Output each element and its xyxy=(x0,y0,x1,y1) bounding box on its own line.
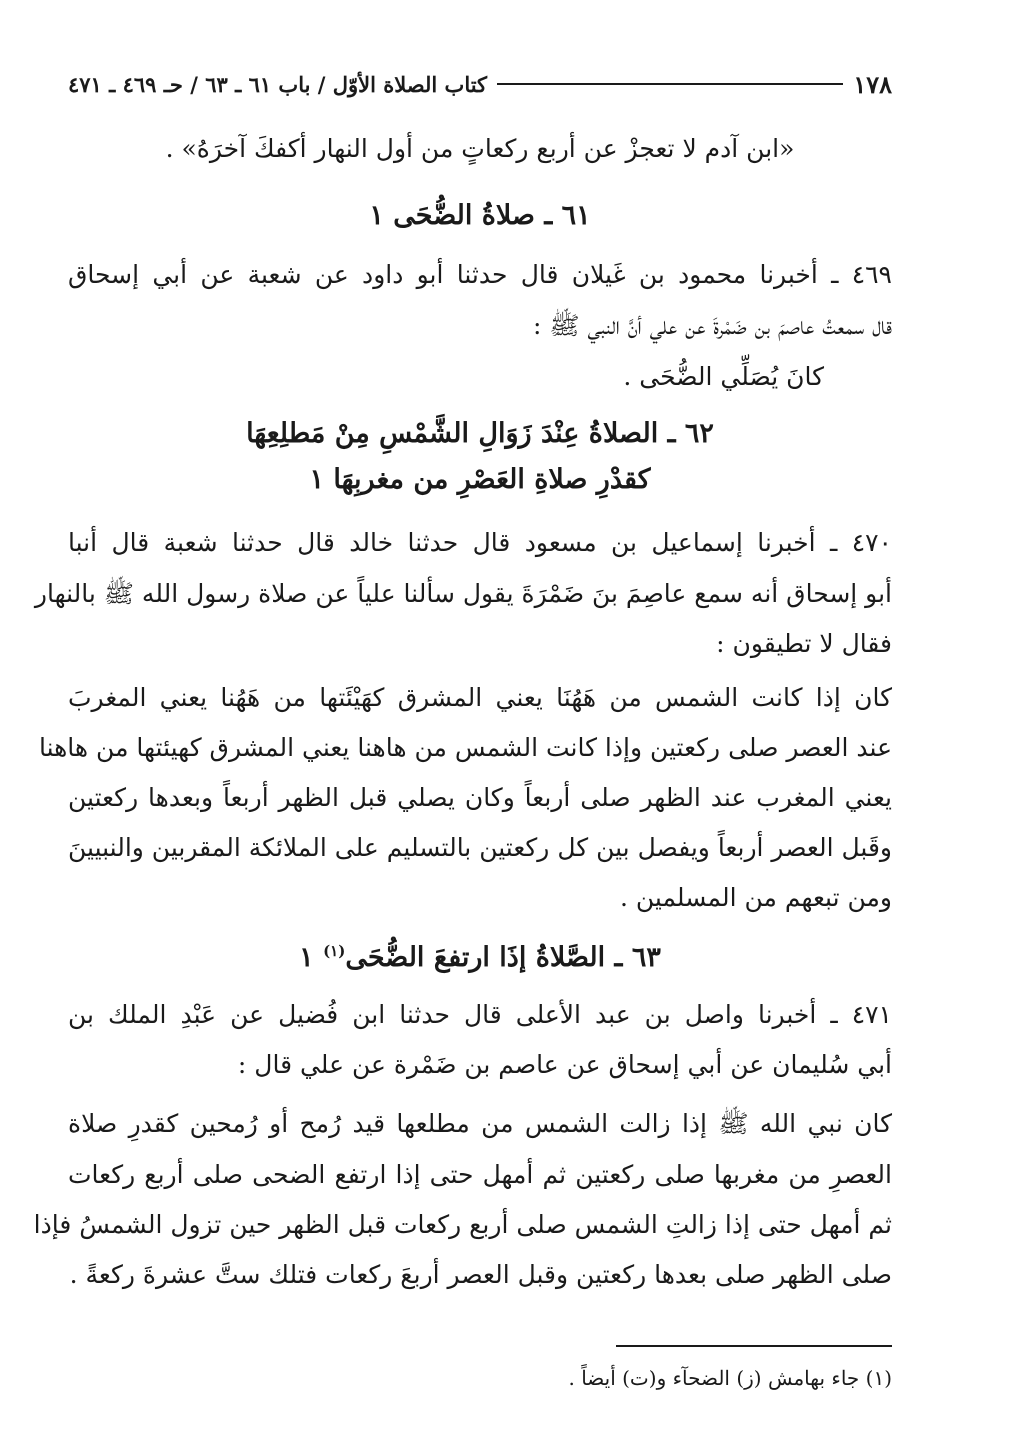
hadith-470-text: كان إذا كانت الشمس من هَهُنَا يعني المشرق كهَيْئَتها من هَهُنا يعني المغربَ xyxy=(68,683,892,712)
hadith-469-line: قال سمعتُ عاصمَ بن ضَمْرةَ عن علي أنَّ النبي ﷺ : xyxy=(533,311,892,340)
hadith-471-line: أبي سُليمان عن أبي إسحاق عن عاصم بن ضَمْرة عن علي قال : xyxy=(237,1050,892,1079)
running-title: كتاب الصلاة الأوّل / باب ٦١ ـ ٦٣ / حـ ٤٦٩ ـ ٤٧١ xyxy=(68,71,488,97)
hadith-471-text: كان نبي الله ﷺ إذا زالت الشمس من مطلعها قيد رُمح أو رُمحين كقدرِ صلاة xyxy=(68,1109,892,1138)
chapter-heading-number: ١ xyxy=(299,942,324,973)
hadith-469-line: ٤٦٩ ـ أخبرنا محمود بن غَيلان قال حدثنا أبو داود عن شعبة عن أبي إسحاق xyxy=(68,260,892,289)
hadith-470-text: يعني المغرب عند الظهر صلى أربعاً وكان يصلي قبل الظهر أربعاً وبعدها ركعتين xyxy=(68,783,892,812)
hadith-470-line: ٤٧٠ ـ أخبرنا إسماعيل بن مسعود قال حدثنا خالد قال حدثنا شعبة قال أنبا xyxy=(68,528,892,557)
hadith-469-text: كانَ يُصَلِّي الضُّحَى . xyxy=(623,362,824,391)
hadith-470-text: ومن تبعهم من المسلمين . xyxy=(620,883,892,912)
hadith-470-line: أبو إسحاق أنه سمع عاصِمَ بنَ ضَمْرَةَ يقول سألنا علياً عن صلاة رسول الله ﷺ بالنهار xyxy=(34,579,892,608)
chapter-heading: ٦١ ـ صلاةُ الضُّحَى ١ xyxy=(369,200,591,231)
chapter-heading-text: ٦٣ ـ الصَّلاةُ إذَا ارتفعَ الضُّحَى xyxy=(345,942,661,973)
hadith-471-line: ٤٧١ ـ أخبرنا واصل بن عبد الأعلى قال حدثنا ابن فُضيل عن عَبْدِ الملك بن xyxy=(68,1000,892,1029)
hadith-470-text: عند العصر صلى ركعتين وإذا كانت الشمس من هاهنا يعني المشرق كهيئتها من هاهنا xyxy=(38,733,892,762)
hadith-471-text: ثم أمهل حتى إذا زالتِ الشمس صلى أربع ركعات قبل الظهر حين تزول الشمسُ فإذا xyxy=(33,1210,892,1239)
page-number: ١٧٨ xyxy=(853,69,892,99)
chapter-heading: ٦٢ ـ الصلاةُ عِنْدَ زَوَالِ الشَّمْسِ مِنْ مَطلِعِهَا xyxy=(246,418,714,449)
header-rule xyxy=(497,83,843,85)
hadith-471-text: صلى الظهر صلى بعدها ركعتين وقبل العصر أربعَ ركعات فتلك ستَّ عشرةَ ركعةً . xyxy=(69,1260,892,1289)
footnote-rule xyxy=(616,1345,892,1347)
hadith-470-text: وقَبل العصر أربعاً ويفصل بين كل ركعتين بالتسليم على الملائكة المقربين والنبيينَ xyxy=(68,833,892,862)
footnote: (١) جاء بهامش (ز) الضحآء و(ت) أيضاً . xyxy=(568,1366,892,1390)
footnote-marker: (١) xyxy=(323,942,346,960)
chapter-heading xyxy=(68,936,892,980)
running-header xyxy=(68,66,892,102)
text-line: «ابن آدم لا تعجزْ عن أربع ركعاتٍ من أول النهار أكفكَ آخرَهُ» . xyxy=(165,134,795,163)
chapter-heading: كقدْرِ صلاةِ العَصْرِ من مغربِهَا ١ xyxy=(309,464,651,495)
hadith-470-line: فقال لا تطيقون : xyxy=(716,629,892,658)
hadith-471-text: العصرِ من مغربها صلى ركعتين ثم أمهل حتى إذا ارتفع الضحى صلى أربع ركعات xyxy=(68,1160,892,1189)
